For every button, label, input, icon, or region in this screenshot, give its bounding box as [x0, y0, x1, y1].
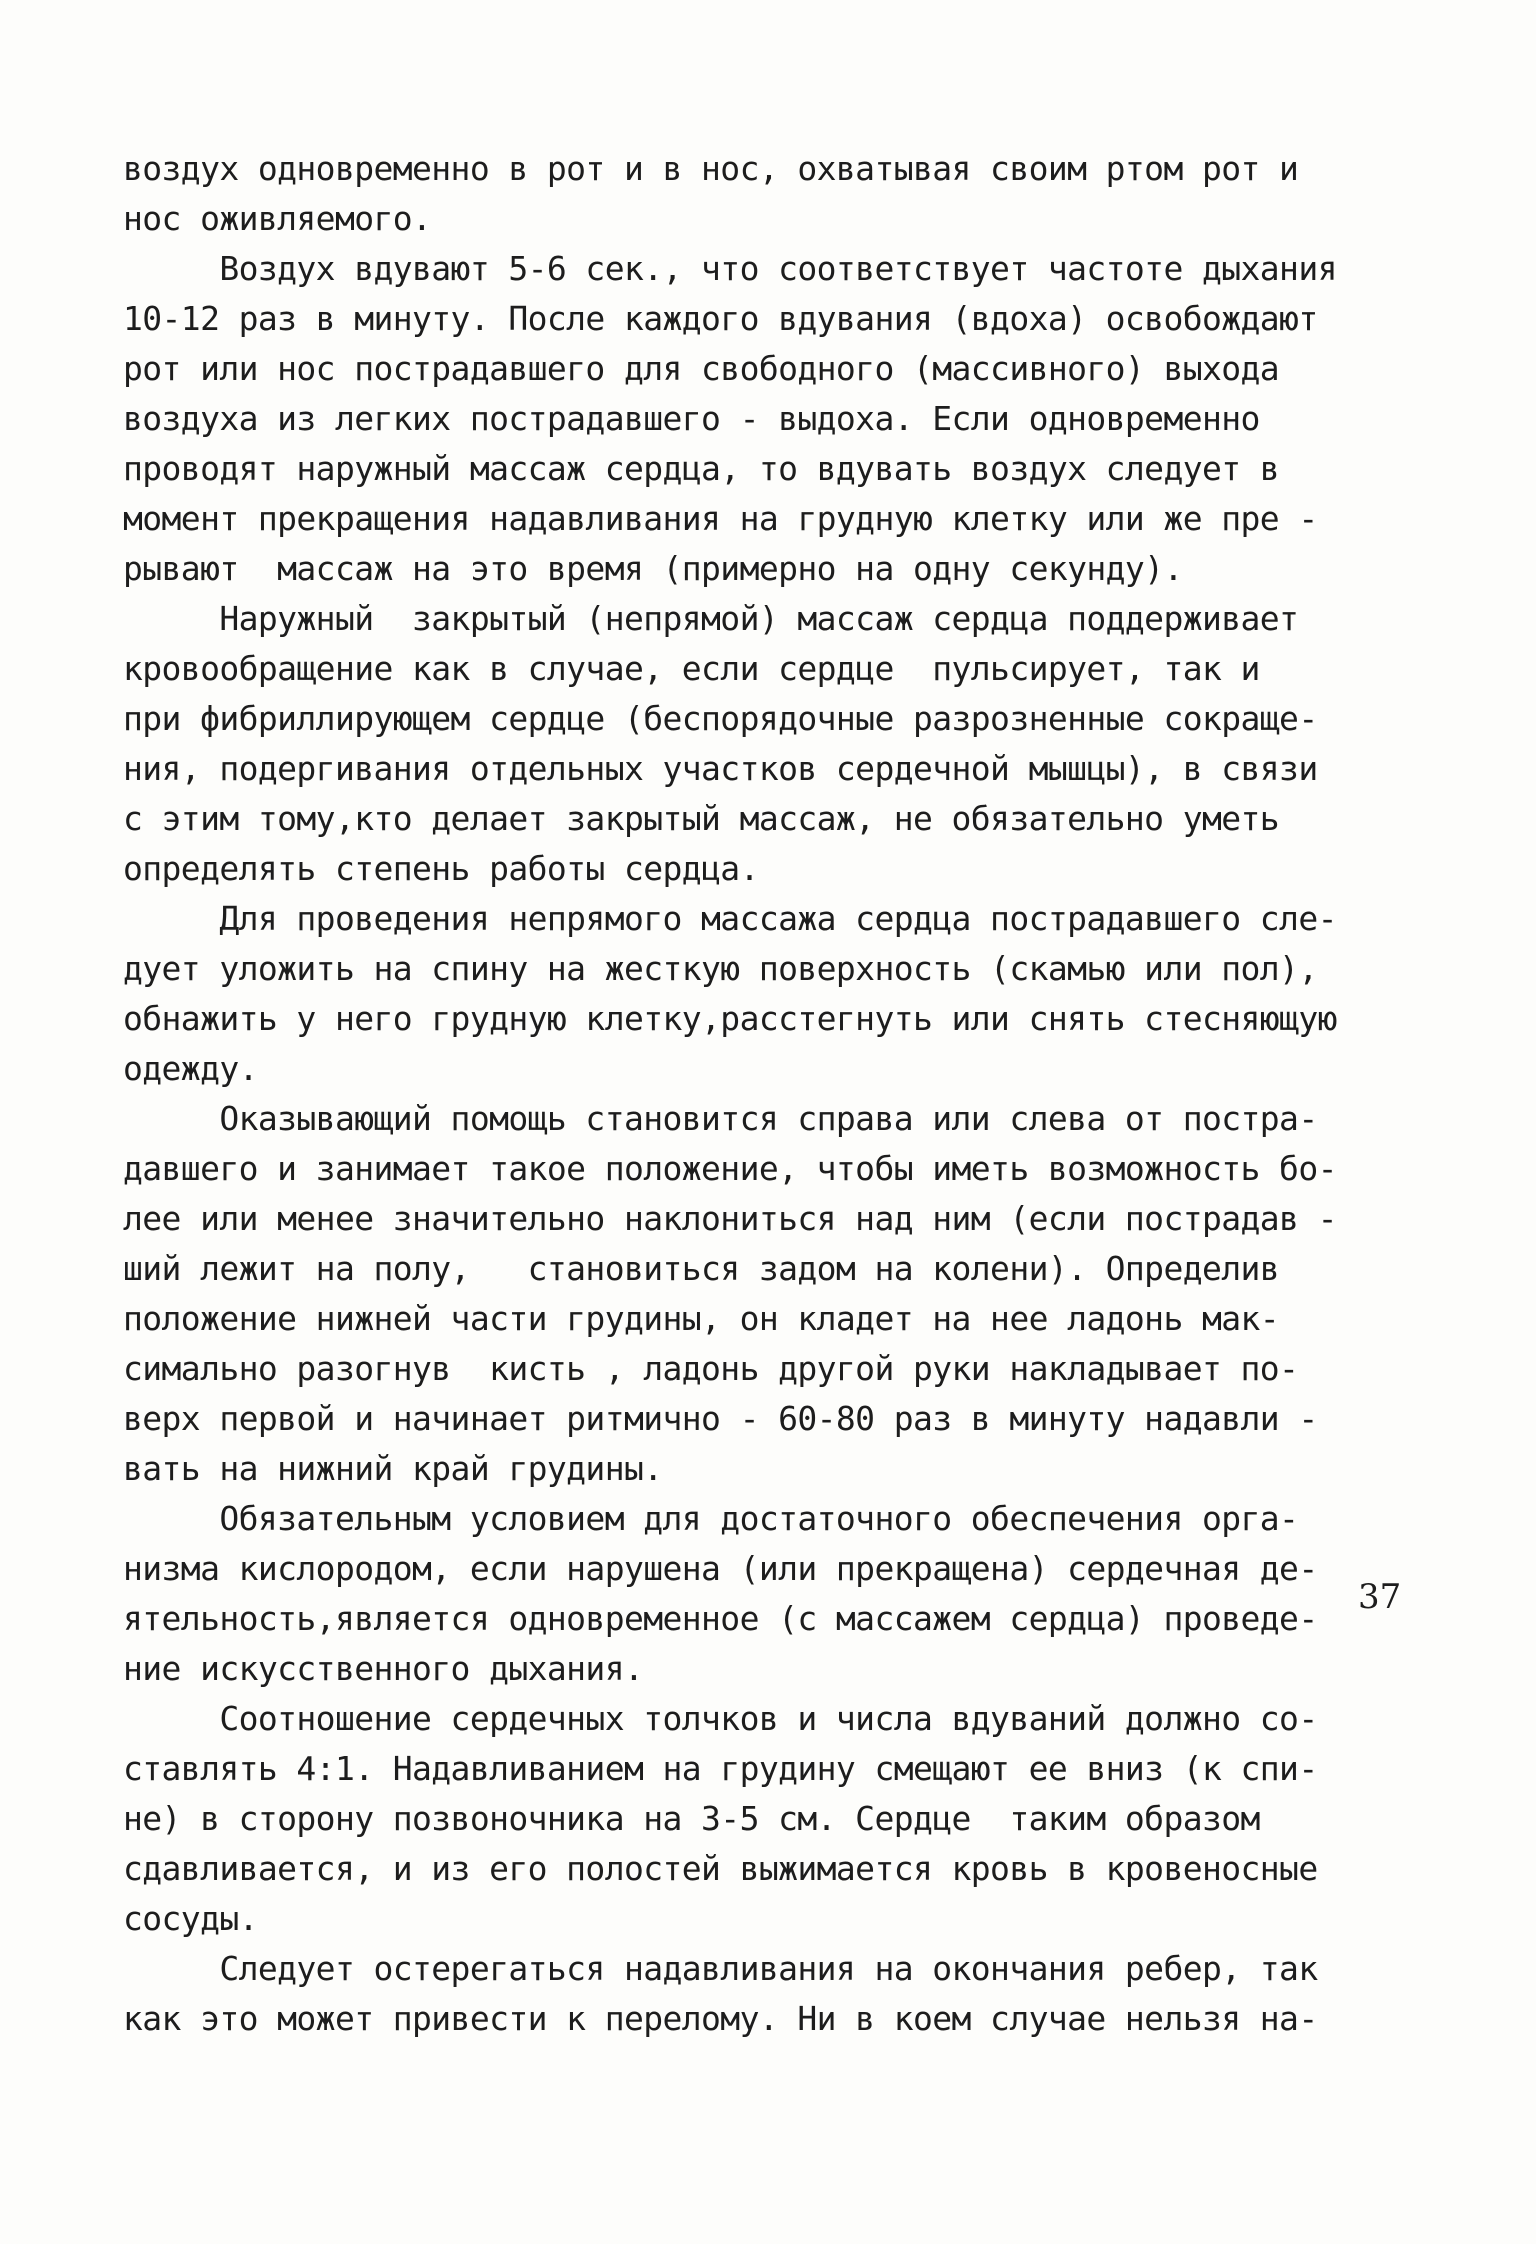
- text-line: воздух одновременно в рот и в нос, охватывая своим ртом рот и: [123, 149, 1299, 188]
- body-text: [123, 144, 1423, 2044]
- text-line: дует уложить на спину на жесткую поверхность (скамью или пол),: [123, 949, 1318, 988]
- text-line: сосуды.: [123, 1899, 258, 1938]
- text-line: Для проведения непрямого массажа сердца пострадавшего сле-: [123, 899, 1337, 938]
- text-line: рот или нос пострадавшего для свободного (массивного) выхода: [123, 349, 1280, 388]
- text-line: воздуха из легких пострадавшего - выдоха. Если одновременно: [123, 399, 1260, 438]
- text-line: кровообращение как в случае, если сердце пульсирует, так и: [123, 649, 1260, 688]
- text-line: давшего и занимает такое положение, чтобы иметь возможность бо-: [123, 1149, 1337, 1188]
- text-line: сдавливается, и из его полостей выжимается кровь в кровеносные: [123, 1849, 1318, 1888]
- page-number: 37: [1358, 1577, 1402, 1617]
- text-line: Следует остерегаться надавливания на окончания ребер, так: [123, 1949, 1318, 1988]
- text-line: Наружный закрытый (непрямой) массаж сердца поддерживает: [123, 599, 1299, 638]
- text-line: ятельность,является одновременное (с массажем сердца) проведе-: [123, 1599, 1318, 1638]
- text-line: верх первой и начинает ритмично - 60-80 раз в минуту надавли -: [123, 1399, 1318, 1438]
- text-line: при фибриллирующем сердце (беспорядочные разрозненные сокраще-: [123, 699, 1318, 738]
- text-line: не) в сторону позвоночника на 3-5 см. Сердце таким образом: [123, 1799, 1260, 1838]
- text-line: низма кислородом, если нарушена (или прекращена) сердечная де-: [123, 1549, 1318, 1588]
- text-line: определять степень работы сердца.: [123, 849, 759, 888]
- text-line: ние искусственного дыхания.: [123, 1649, 644, 1688]
- text-line: обнажить у него грудную клетку,расстегнуть или снять стесняющую: [123, 999, 1337, 1038]
- text-line: ния, подергивания отдельных участков сердечной мышцы), в связи: [123, 749, 1318, 788]
- text-line: момент прекращения надавливания на грудную клетку или же пре -: [123, 499, 1318, 538]
- text-line: ставлять 4:1. Надавливанием на грудину смещают ее вниз (к спи-: [123, 1749, 1318, 1788]
- text-line: проводят наружный массаж сердца, то вдувать воздух следует в: [123, 449, 1280, 488]
- text-line: лее или менее значительно наклониться над ним (если пострадав -: [123, 1199, 1337, 1238]
- text-line: Воздух вдувают 5-6 сек., что соответствует частоте дыхания: [123, 249, 1337, 288]
- text-line: как это может привести к перелому. Ни в коем случае нельзя на-: [123, 1999, 1318, 2038]
- text-line: положение нижней части грудины, он кладет на нее ладонь мак-: [123, 1299, 1280, 1338]
- text-line: Оказывающий помощь становится справа или слева от постра-: [123, 1099, 1318, 1138]
- text-line: 10-12 раз в минуту. После каждого вдувания (вдоха) освобождают: [123, 299, 1318, 338]
- text-line: с этим тому,кто делает закрытый массаж, не обязательно уметь: [123, 799, 1280, 838]
- text-line: одежду.: [123, 1049, 258, 1088]
- text-line: вать на нижний край грудины.: [123, 1449, 663, 1488]
- text-line: симально разогнув кисть , ладонь другой руки накладывает по-: [123, 1349, 1299, 1388]
- text-line: рывают массаж на это время (примерно на одну секунду).: [123, 549, 1183, 588]
- text-line: ший лежит на полу, становиться задом на колени). Определив: [123, 1249, 1280, 1288]
- text-line: нос оживляемого.: [123, 199, 432, 238]
- text-line: Соотношение сердечных толчков и числа вдуваний должно со-: [123, 1699, 1318, 1738]
- text-line: Обязательным условием для достаточного обеспечения орга-: [123, 1499, 1299, 1538]
